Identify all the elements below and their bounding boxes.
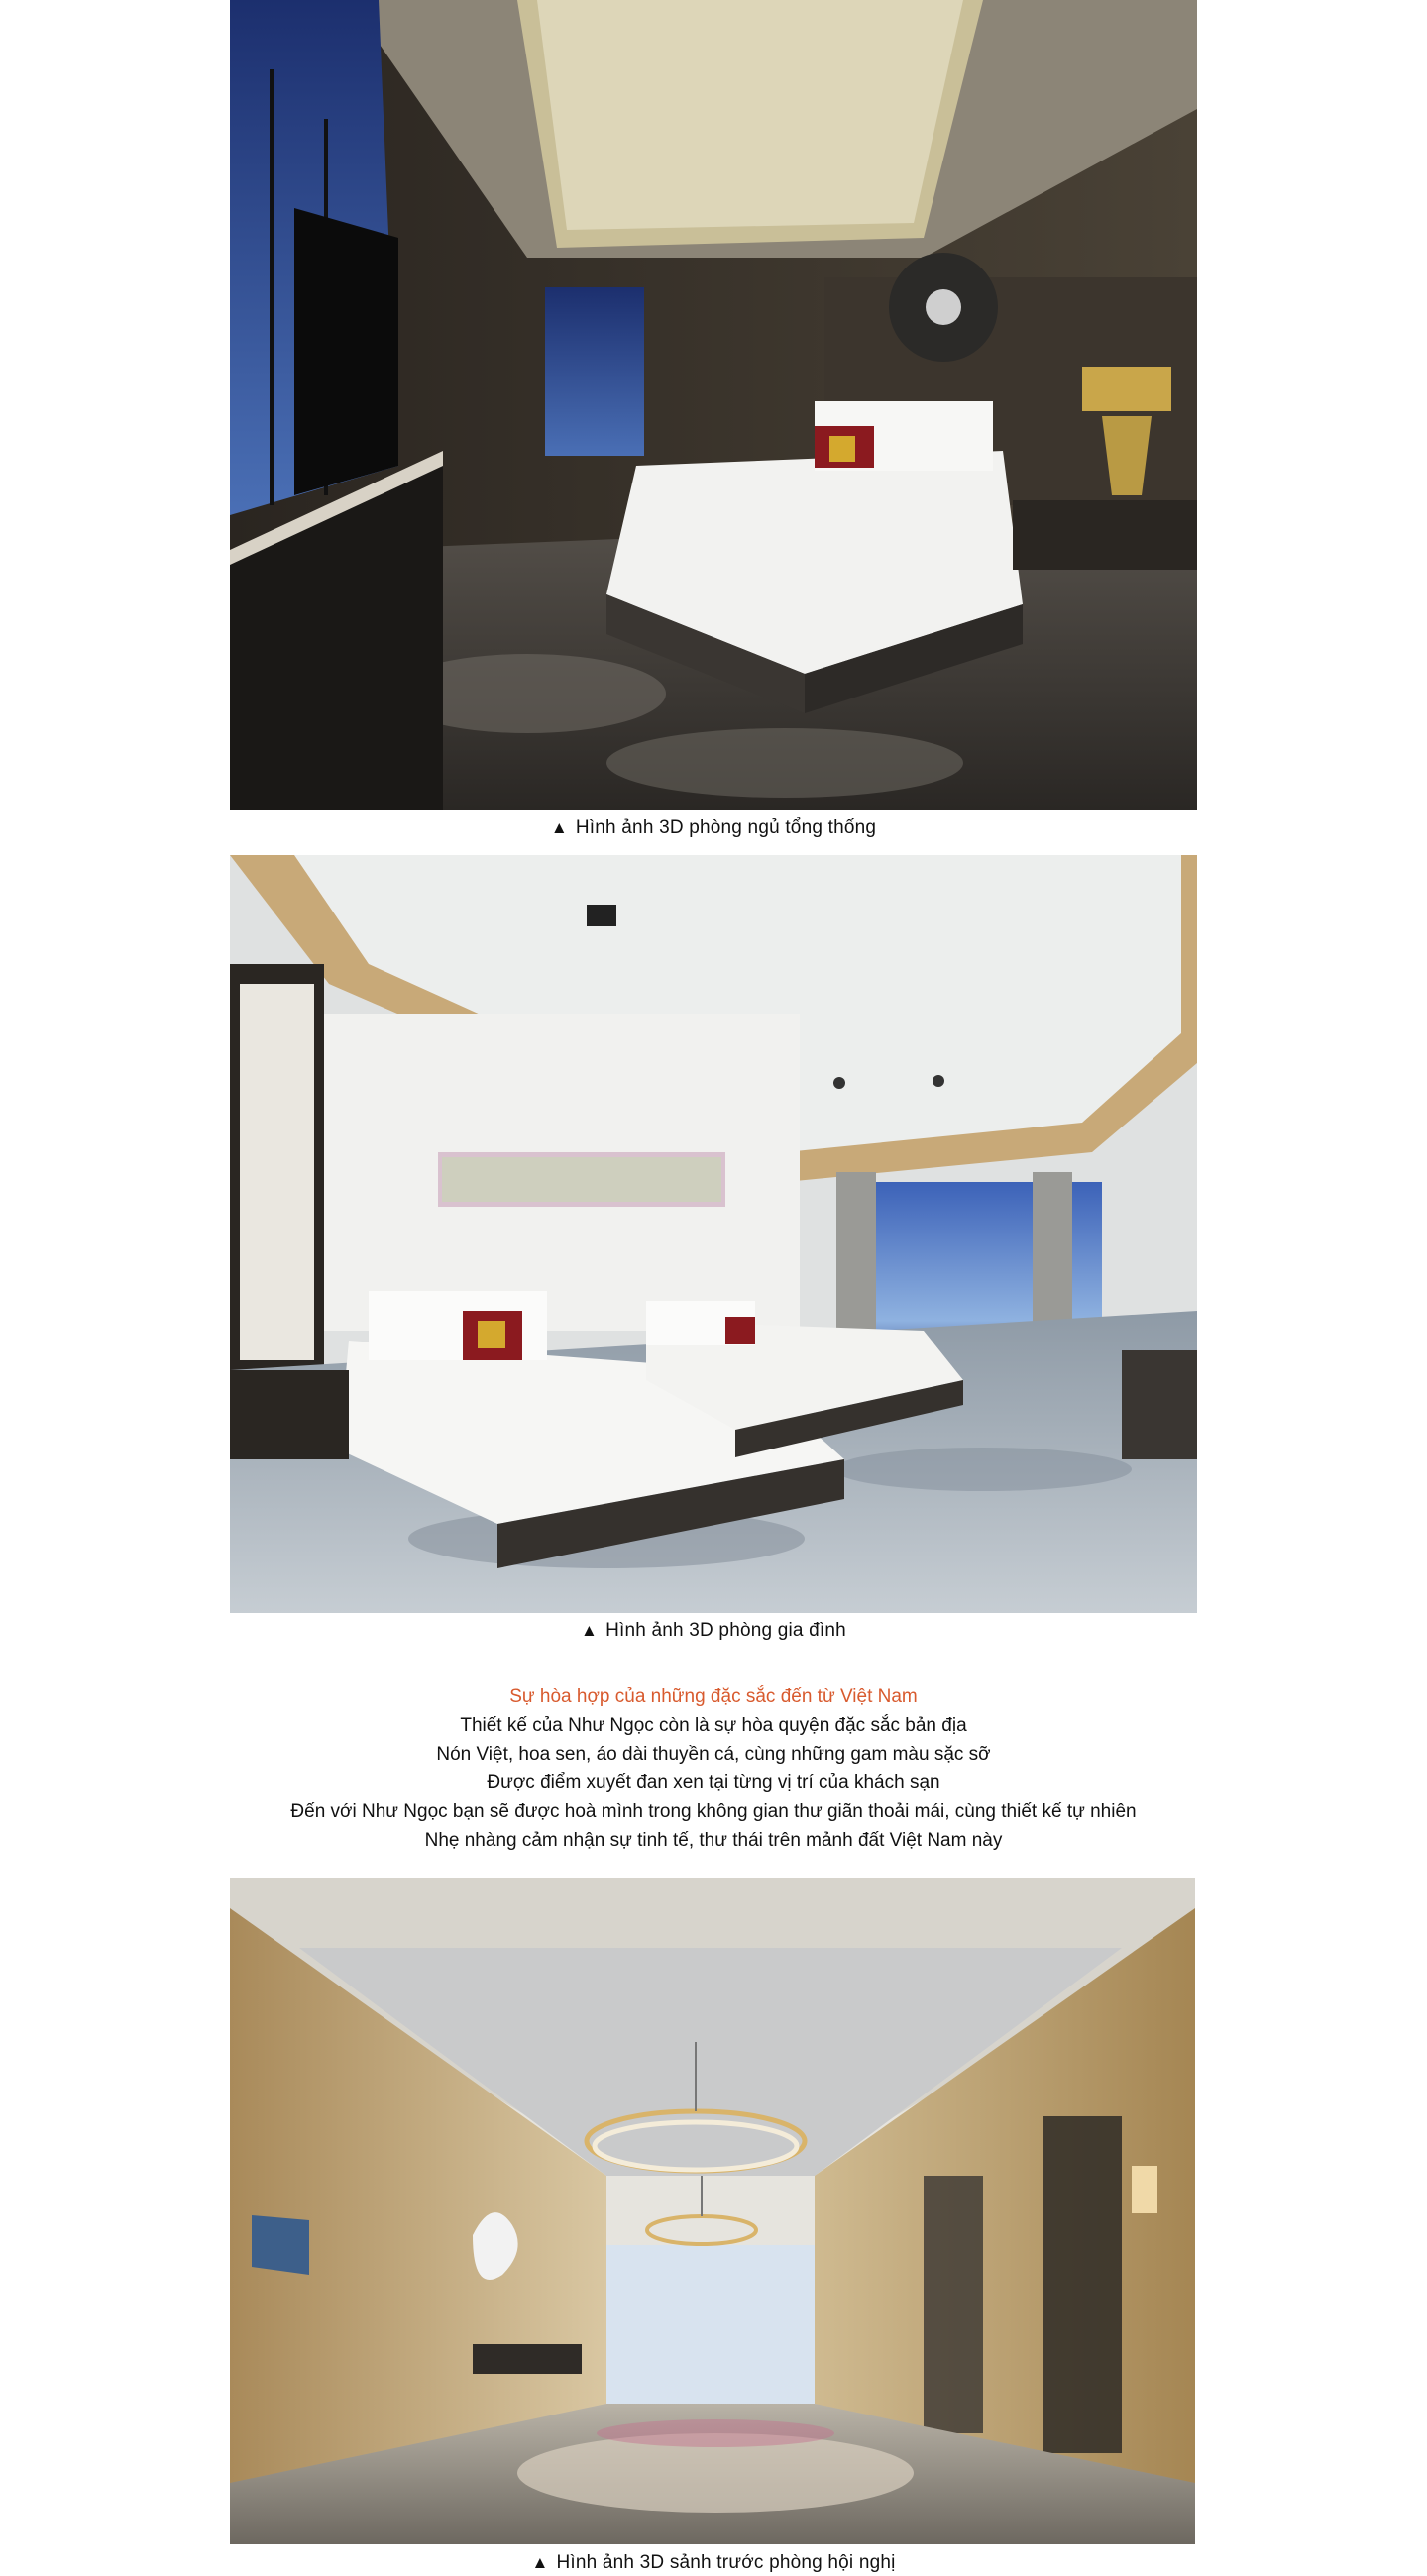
presidential-bedroom-image [230, 0, 1197, 810]
figure-caption-presidential [0, 816, 1427, 840]
intro-line: Nhẹ nhàng cảm nhận sự tinh tế, thư thái trên mảnh đất Việt Nam này [424, 1830, 1003, 1851]
intro-line: Đến với Như Ngọc bạn sẽ được hoà mình trong không gian thư giãn thoải mái, cùng thiết kế tự nhiên [290, 1801, 1137, 1822]
caption-triangle-icon: ▲ [531, 2553, 549, 2572]
family-room-image [230, 855, 1197, 1613]
caption-text: Hình ảnh 3D sảnh trước phòng hội nghị [556, 2552, 896, 2573]
intro-heading: Sự hòa hợp của những đặc sắc đến từ Việt Nam [509, 1686, 918, 1707]
figure-caption-family [0, 1619, 1427, 1643]
intro-line: Thiết kế của Như Ngọc còn là sự hòa quyện đặc sắc bản địa [460, 1715, 967, 1736]
caption-triangle-icon: ▲ [550, 818, 568, 837]
caption-text: Hình ảnh 3D phòng ngủ tổng thống [575, 817, 877, 838]
conference-lobby-image [230, 1878, 1195, 2544]
intro-line: Được điểm xuyết đan xen tại từng vị trí của khách sạn [487, 1772, 940, 1793]
figure-caption-conference [0, 2551, 1427, 2575]
intro-line: Nón Việt, hoa sen, áo dài thuyền cá, cùng những gam màu sặc sỡ [436, 1744, 991, 1765]
intro-text-block [0, 1682, 1427, 1855]
caption-text: Hình ảnh 3D phòng gia đình [605, 1620, 846, 1641]
caption-triangle-icon: ▲ [581, 1621, 599, 1640]
